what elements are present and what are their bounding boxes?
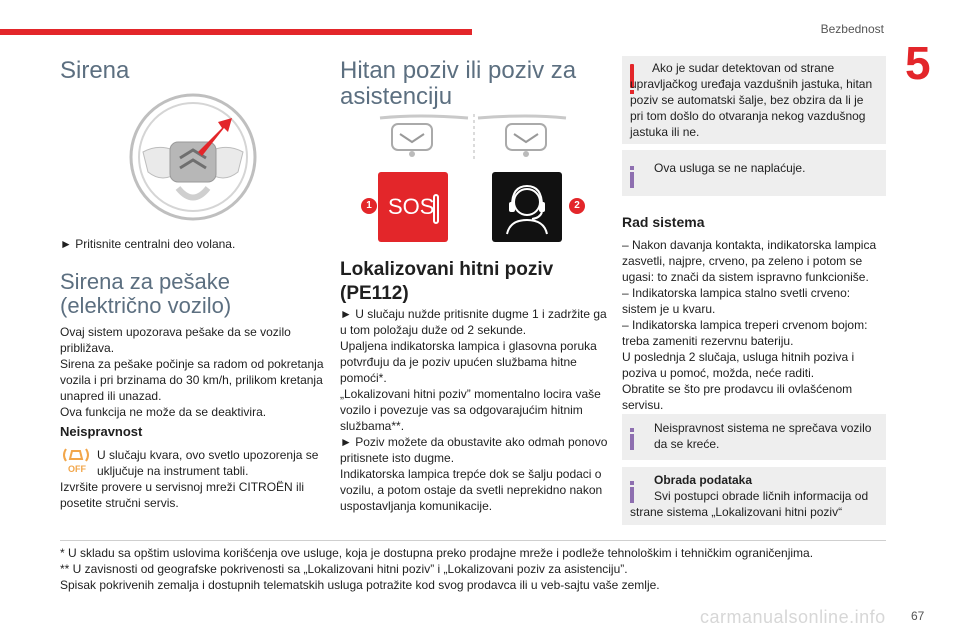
para-speed: Sirena za pešake počinje sa radom od pokretanja vozila i pri brzinama do 30 km/h, prilikom kretanja unapred ili unazad.	[60, 357, 324, 403]
header-accent-bar	[0, 29, 472, 35]
info-free-text: Ova usluga se ne naplaćuje.	[654, 161, 806, 175]
system-operation-text	[622, 237, 886, 413]
footnote-3: Spisak pokrivenih zemalja i dostupnih telematskih usluga potražite kod svog prodavca ili u veb-sajtu vaše zemlje.	[60, 578, 660, 592]
info-fault-text: Neispravnost sistema ne sprečava vozilo da se kreće.	[654, 421, 872, 451]
instruction-press-center: ► Pritisnite centralni deo volana.	[60, 237, 236, 251]
fault-warning-text: U slučaju kvara, ovo svetlo upozorenja se uključuje na instrument tabli.	[97, 448, 319, 478]
sos-indicator-lamp	[433, 194, 439, 224]
info-icon-dot-2	[630, 428, 634, 432]
heading-line-1: Sirena za pešake	[60, 269, 230, 294]
heading-sirena: Sirena	[60, 57, 130, 84]
info-icon-dot-3	[630, 481, 634, 485]
heading-fault: Neispravnost	[60, 424, 143, 439]
heading-line-2: (električno vozilo)	[60, 293, 232, 319]
marker-1-label: 1	[366, 200, 372, 211]
heading-sirena-pesake	[60, 270, 231, 318]
para-red-steady: – Indikatorska lampica stalno svetli crveno: sistem je u kvaru.	[622, 286, 851, 316]
info-box-data-processing	[622, 467, 886, 525]
ceiling-console-illustration	[378, 112, 568, 162]
heading-system-operation: Rad sistema	[622, 214, 705, 230]
footnote-2: ** U zavisnosti od geografske pokrivenosti sa „Lokalizovani hitni poziv” i „Lokalizovani poziv za asistenciju”.	[60, 562, 628, 576]
footnotes	[60, 545, 900, 593]
para-red-flash: – Indikatorska lampica treperi crvenom bojom: treba zameniti rezervnu bateriju.	[622, 318, 868, 348]
heading-localized-line-2: (PE112)	[340, 283, 409, 304]
heading-emergency-line-1: Hitan poziv ili poziv za	[340, 57, 577, 84]
info-data-text: Svi postupci obrade ličnih informacija od strane sistema „Lokalizovani hitni poziv“	[630, 489, 869, 519]
watermark: carmanualsonline.info	[700, 607, 886, 627]
para-ignition: – Nakon davanja kontakta, indikatorska lampica zasvetli, najpre, crveno, pa zeleno i potom se ugasi: to znači da sistem ispravno funkcioniše.	[622, 238, 877, 284]
pedestrian-siren-text	[60, 324, 330, 420]
sos-button-label: SOS	[388, 194, 435, 219]
pedestrian-warning-off-icon	[60, 445, 92, 473]
para-blinking: Indikatorska lampica trepće dok se šalju podaci o vozilu, a potom ostaje da svetli neprekidno nakon uspostavljanja komunikacije.	[340, 467, 603, 513]
heading-localized-call	[340, 258, 553, 306]
marker-1	[361, 198, 377, 214]
info-icon-dot	[630, 166, 634, 170]
warning-airbag-text: Ako je sudar detektovan od strane upravljačkog uređaja vazdušnih jastuka, hitan poziv se automatski šalje, bez obzira da li je pri tom došlo do otvaranja nekog vazdušnog jastuka ili ne.	[630, 61, 873, 139]
marker-2-label: 2	[574, 200, 580, 211]
chapter-number: 5	[905, 37, 931, 89]
heading-emergency-line-2: asistenciju	[340, 83, 453, 111]
para-last-cases: U poslednja 2 slučaja, usluga hitnih poziva i poziva u pomoć, možda, neće raditi.	[622, 350, 855, 380]
warning-box-airbag	[622, 56, 886, 144]
para-press-sos: ► U slučaju nužde pritisnite dugme 1 i zadržite ga u tom položaju duže od 2 sekunde.	[340, 307, 607, 337]
heading-localized-line-1: Lokalizovani hitni poziv	[340, 259, 554, 280]
sos-button	[378, 172, 448, 242]
para-approach: Ovaj sistem upozorava pešake da se vozilo približava.	[60, 325, 291, 355]
heading-emergency-call	[340, 58, 576, 111]
assistance-headset-icon	[492, 172, 562, 242]
marker-2	[569, 198, 585, 214]
para-deactivate: Ova funkcija ne može da se deaktivira.	[60, 405, 267, 419]
footnote-1: * U skladu sa opštim uslovima korišćenja ove usluge, koja je dostupna preko prodajne mreže i podleže tehnološkim i tehničkim ograničenjima.	[60, 546, 814, 560]
footnote-divider	[60, 540, 886, 541]
info-icon-bar	[630, 172, 634, 188]
page-number: 67	[911, 609, 925, 623]
info-data-title: Obrada podataka	[654, 473, 753, 487]
assistance-button	[492, 172, 562, 242]
info-box-free	[622, 150, 886, 196]
steering-wheel-illustration	[118, 92, 268, 222]
icon-off-label: OFF	[68, 464, 86, 473]
localized-call-text	[340, 306, 608, 514]
fault-check-text: Izvršite provere u servisnoj mreži CITROËN ili posetite stručni servis.	[60, 480, 305, 510]
section-title: Bezbednost	[820, 22, 884, 36]
para-confirm: Upaljena indikatorska lampica i glasovna poruka potvrđuju da je poziv upućen službama hitne pomoći*.	[340, 339, 597, 385]
para-contact-dealer: Obratite se što pre prodavcu ili ovlašćenom servisu.	[622, 382, 853, 412]
info-icon-bar-2	[630, 434, 634, 450]
para-cancel: ► Poziv možete da obustavite ako odmah ponovo pritisnete isto dugme.	[340, 435, 608, 465]
info-box-fault	[622, 414, 886, 460]
para-locate: „Lokalizovani hitni poziv” momentalno locira vaše vozilo i povezuje vas sa odgovarajućim hitnim službama**.	[340, 387, 601, 433]
